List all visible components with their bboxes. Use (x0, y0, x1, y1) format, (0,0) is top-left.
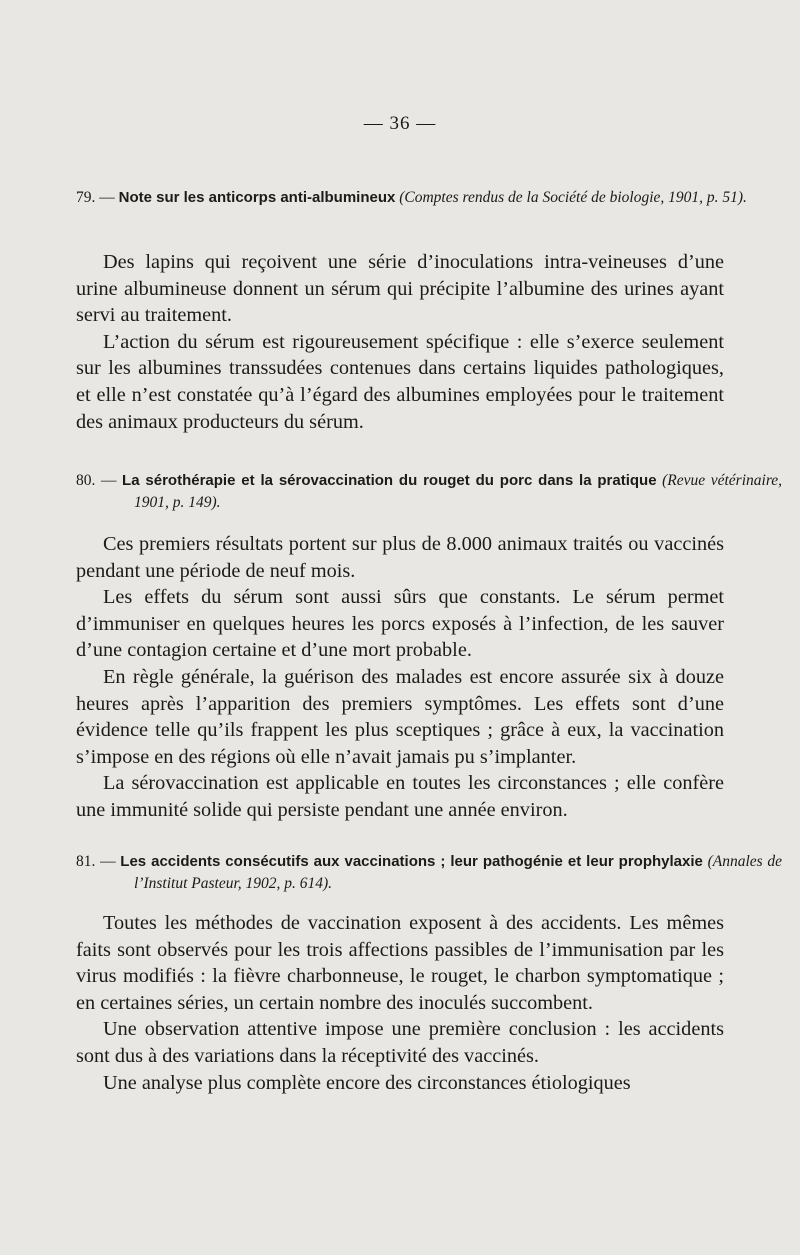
entry-80-heading (76, 470, 782, 514)
paragraph: Toutes les méthodes de vaccination exposent à des accidents. Les mêmes faits sont observés pour les trois affections passibles de l’immunisation par les virus modifiés : la fièvre charbonneuse, le rouget, le charbon symptomatique ; en certaines séries, un certain nombre des inoculés succombent. (76, 912, 724, 1014)
entry-title: Note sur les anticorps anti-albumineux (118, 189, 396, 206)
entry-title: La sérothérapie et la sérovaccination du rouget du porc dans la pratique (122, 472, 657, 489)
entry-81-body (76, 910, 724, 1096)
paragraph: L’action du sérum est rigoureusement spécifique : elle s’exerce seulement sur les albumines transsudées contenues dans certains liquides pathologiques, et elle n’est constatée qu’à l’égard des albumines employées pour le traitement des animaux producteurs du sérum. (76, 330, 724, 433)
paragraph: Une analyse plus complète encore des circonstances étiologiques (103, 1071, 631, 1094)
entry-80-body (76, 531, 724, 824)
page-number: — 36 — (363, 113, 437, 134)
entry-79-heading (76, 187, 782, 209)
paragraph: La sérovaccination est applicable en toutes les circonstances ; elle confère une immunité solide qui persiste pendant une année environ. (76, 772, 724, 821)
entry-dash: — (100, 472, 117, 489)
entry-number: 80. (76, 472, 96, 489)
paragraph: Des lapins qui reçoivent une série d’inoculations intra-veineuses d’une urine albumineuse donnent un sérum qui précipite l’albumine des urines ayant servi au traitement. (76, 251, 724, 327)
paragraph: En règle générale, la guérison des malades est encore assurée six à douze heures après l’apparition des premiers symptômes. Les effets sont d’une évidence telle qu’ils frappent les plus sceptiques ; grâce à eux, la vaccination s’impose en des régions où elle n’avait jamais pu s’implanter. (76, 665, 724, 768)
entry-number: 79. (76, 189, 96, 206)
entry-81-heading (76, 851, 782, 895)
entry-title: Les accidents consécutifs aux vaccinations ; leur pathogénie et leur prophylaxie (120, 853, 703, 870)
entry-dash: — (100, 853, 116, 870)
entry-source: (Annales de l’Institut Pasteur, 1902, p. 614). (134, 853, 783, 892)
entry-79-body (76, 249, 724, 435)
paragraph: Une observation attentive impose une première conclusion : les accidents sont dus à des variations dans la réceptivité des vaccinés. (76, 1018, 724, 1067)
paragraph: Les effets du sérum sont aussi sûrs que constants. Le sérum permet d’immuniser en quelques heures les porcs exposés à l’infection, de les sauver d’une contagion certaine et d’une mort probable. (76, 586, 724, 662)
paragraph: Ces premiers résultats portent sur plus de 8.000 animaux traités ou vaccinés pendant une période de neuf mois. (76, 533, 724, 582)
entry-source: (Revue vétérinaire, 1901, p. 149). (134, 472, 783, 511)
entry-source: (Comptes rendus de la Société de biologie, 1901, p. 51). (399, 189, 747, 206)
entry-dash: — (99, 189, 115, 206)
entry-number: 81. (76, 853, 96, 870)
